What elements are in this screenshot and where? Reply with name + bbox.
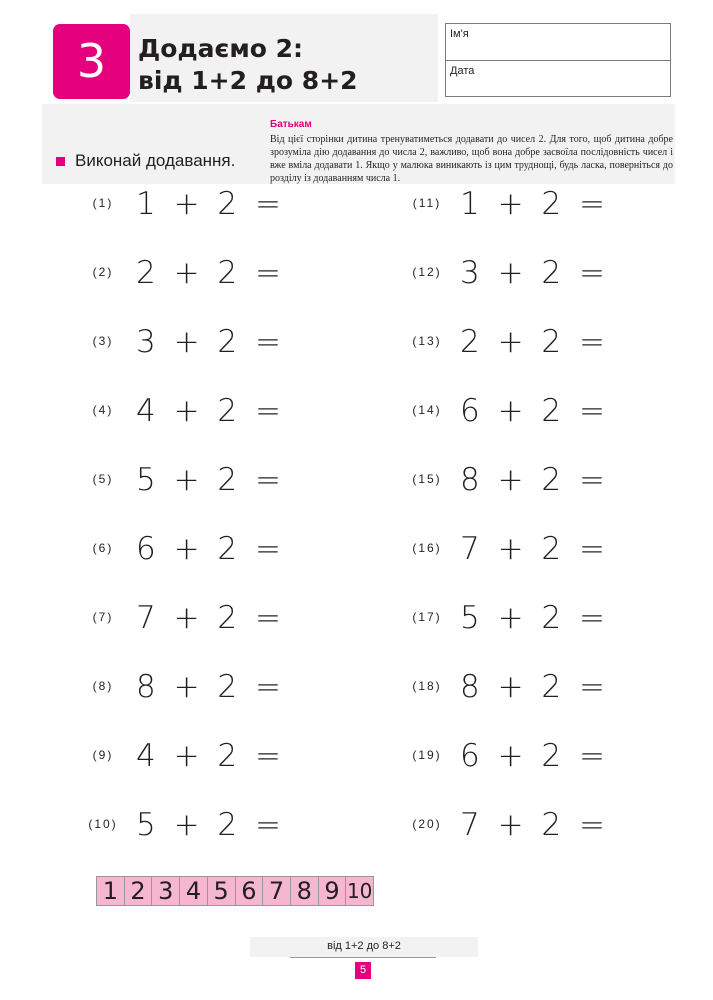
number-line-cell: 8 — [291, 877, 319, 905]
problem-item — [412, 391, 612, 431]
problem-number: (18) — [412, 679, 442, 693]
problem-number: (1) — [92, 196, 114, 210]
number-line-cell: 6 — [236, 877, 264, 905]
problem-item — [412, 460, 612, 500]
problem-number: (16) — [412, 541, 442, 555]
problem-item — [88, 460, 288, 500]
parents-note-text: Від цієї сторінки дитина тренуватиметься додавати до чисел 2. Для того, щоб дитина добре зрозуміла дію додавання до числа 2, важливо, щоб вона добре засвоїла послідовність чисел і вже вміла додавати 1. Якщо у малюка виникають із цим труднощі, будь ласка, поверніться до розділу із додаванням числа 1. — [270, 134, 673, 184]
problem-item — [88, 391, 288, 431]
problem-item — [88, 805, 288, 845]
problem-item — [88, 322, 288, 362]
problem-number: (3) — [92, 334, 114, 348]
problem-number: (19) — [412, 748, 442, 762]
problem-expression: 6 + 2 = — [460, 738, 605, 774]
number-line-cell: 10 — [346, 879, 373, 903]
problem-expression: 2 + 2 = — [460, 324, 605, 360]
date-field[interactable] — [446, 61, 670, 96]
problem-number: (8) — [92, 679, 114, 693]
problem-item — [412, 598, 612, 638]
bullet-square-icon — [56, 157, 65, 166]
problem-number: (7) — [92, 610, 114, 624]
problem-expression: 5 + 2 = — [136, 807, 281, 843]
problem-expression: 8 + 2 = — [460, 462, 605, 498]
date-label: Дата — [450, 65, 475, 77]
problem-item — [412, 184, 612, 224]
title-box — [130, 14, 438, 102]
problem-item — [412, 805, 612, 845]
problem-expression: 7 + 2 = — [460, 807, 605, 843]
problem-expression: 6 + 2 = — [460, 393, 605, 429]
problem-number: (4) — [92, 403, 114, 417]
name-label: Ім'я — [450, 28, 469, 40]
problem-number: (12) — [412, 265, 442, 279]
page-title: Додаємо 2: — [138, 34, 304, 63]
problem-item — [412, 322, 612, 362]
problem-expression: 7 + 2 = — [136, 600, 281, 636]
footer-title: від 1+2 до 8+2 — [327, 940, 401, 952]
problem-item — [88, 253, 288, 293]
problem-number: (13) — [412, 334, 442, 348]
problem-number: (20) — [412, 817, 442, 831]
parents-note-heading: Батькам — [270, 119, 312, 130]
problem-item — [412, 529, 612, 569]
problem-expression: 4 + 2 = — [136, 738, 281, 774]
problem-expression: 7 + 2 = — [460, 531, 605, 567]
page-number: 5 — [355, 962, 371, 979]
problem-expression: 2 + 2 = — [136, 255, 281, 291]
problem-item — [88, 667, 288, 707]
name-field[interactable] — [446, 24, 670, 61]
problem-item — [88, 529, 288, 569]
problem-item — [88, 736, 288, 776]
problem-number: (11) — [412, 196, 442, 210]
name-date-box — [445, 23, 671, 97]
page-subtitle: від 1+2 до 8+2 — [138, 66, 358, 95]
problem-item — [412, 736, 612, 776]
problem-item — [412, 253, 612, 293]
problem-expression: 3 + 2 = — [460, 255, 605, 291]
problem-expression: 5 + 2 = — [460, 600, 605, 636]
problem-number: (17) — [412, 610, 442, 624]
problem-expression: 3 + 2 = — [136, 324, 281, 360]
problem-expression: 4 + 2 = — [136, 393, 281, 429]
number-line — [96, 876, 374, 906]
problem-item — [88, 184, 288, 224]
problem-number: (5) — [92, 472, 114, 486]
number-line-cell: 4 — [180, 877, 208, 905]
number-line-cell: 1 — [97, 877, 125, 905]
instruction-text: Виконай додавання. — [75, 151, 236, 170]
problem-number: (9) — [92, 748, 114, 762]
problem-item — [88, 598, 288, 638]
footer-divider — [290, 957, 436, 958]
problem-number: (14) — [412, 403, 442, 417]
problem-expression: 8 + 2 = — [460, 669, 605, 705]
number-line-cell: 9 — [319, 877, 347, 905]
problem-expression: 8 + 2 = — [136, 669, 281, 705]
lesson-number-badge: 3 — [53, 24, 130, 99]
problem-number: (10) — [88, 817, 118, 831]
number-line-cell: 2 — [125, 877, 153, 905]
problem-number: (6) — [92, 541, 114, 555]
number-line-cell: 5 — [208, 877, 236, 905]
problem-expression: 1 + 2 = — [136, 186, 281, 222]
problem-expression: 6 + 2 = — [136, 531, 281, 567]
problem-expression: 1 + 2 = — [460, 186, 605, 222]
problem-number: (2) — [92, 265, 114, 279]
problem-number: (15) — [412, 472, 442, 486]
problem-item — [412, 667, 612, 707]
number-line-cell: 3 — [152, 877, 180, 905]
number-line-cell: 7 — [263, 877, 291, 905]
problem-expression: 5 + 2 = — [136, 462, 281, 498]
